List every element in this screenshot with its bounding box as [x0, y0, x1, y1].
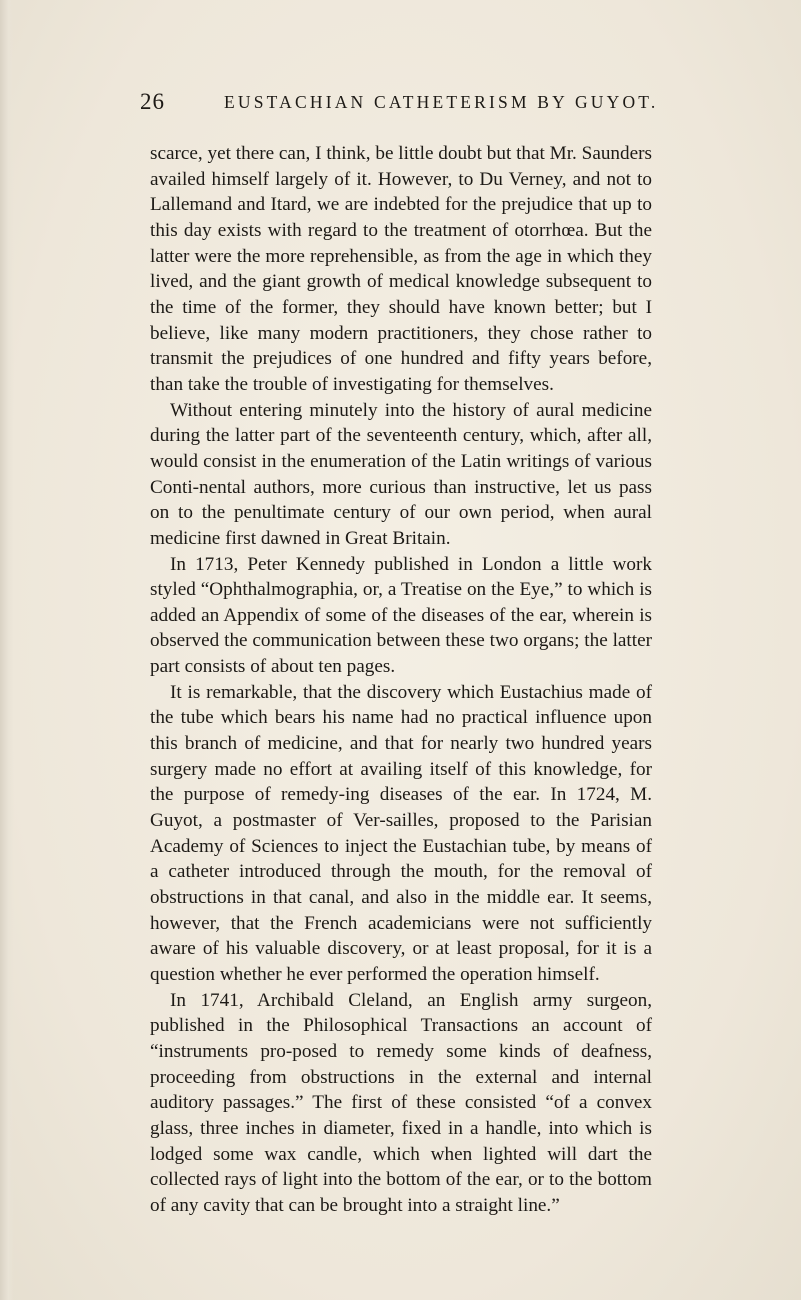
body-text	[150, 141, 652, 1219]
page-number: 26	[140, 89, 165, 114]
paragraph: In 1741, Archibald Cleland, an English army surgeon, published in the Philosophical Transactions an account of “instruments pro-posed to remedy some kinds of deafness, proceeding from obstructions in the external and internal auditory passages.” The first of these consisted “of a convex glass, three inches in diameter, fixed in a handle, into which is lodged some wax candle, which when lighted will dart the collected rays of light into the bottom of the ear, or to the bottom of any cavity that can be brought into a straight line.”	[150, 989, 652, 1216]
paragraph-continued: scarce, yet there can, I think, be little doubt but that Mr. Saunders availed himself largely of it. However, to Du Verney, and not to Lallemand and Itard, we are indebted for the prejudice that up to this day exists with regard to the treatment of otorrhœa. But the latter were the more reprehensible, as from the age in which they lived, and the giant growth of medical knowledge subsequent to the time of the former, they should have known better; but I believe, like many modern practitioners, they chose rather to transmit the prejudices of one hundred and fifty years before, than take the trouble of investigating for themselves.	[150, 143, 652, 395]
running-title: EUSTACHIAN CATHETERISM BY GUYOT.	[224, 92, 659, 112]
paragraph: It is remarkable, that the discovery which Eustachius made of the tube which bears his name had no practical influence upon this branch of medicine, and that for nearly two hundred years surgery made no effort at availing itself of this knowledge, for the purpose of remedy-ing diseases of the ear. In 1724, M. Guyot, a postmaster of Ver-sailles, proposed to the Parisian Academy of Sciences to inject the Eustachian tube, by means of a catheter introduced through the mouth, for the removal of obstructions in that canal, and also in the middle ear. It seems, however, that the French academicians were not sufficiently aware of his valuable discovery, or at least proposal, for it is a question whether he ever performed the operation himself.	[150, 681, 652, 985]
page-header	[140, 89, 659, 119]
paragraph: In 1713, Peter Kennedy published in London a little work styled “Ophthalmographia, or, a Treatise on the Eye,” to which is added an Appendix of some of the diseases of the ear, wherein is observed the communication between these two organs; the latter part consists of about ten pages.	[150, 553, 652, 678]
page-gutter-shadow	[0, 0, 14, 1300]
paragraph: Without entering minutely into the history of aural medicine during the latter part of the seventeenth century, which, after all, would consist in the enumeration of the Latin writings of various Conti-nental authors, more curious than instructive, let us pass on to the penultimate century of our own period, when aural medicine first dawned in Great Britain.	[150, 399, 652, 549]
